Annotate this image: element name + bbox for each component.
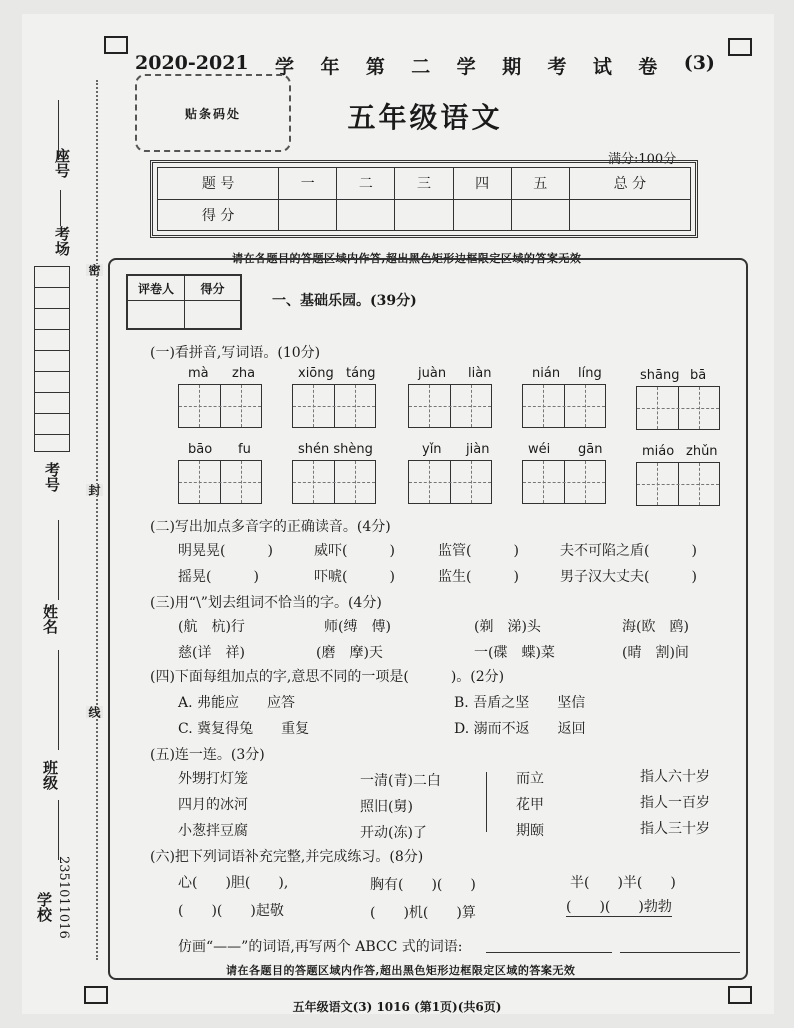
answer-line[interactable]	[486, 952, 612, 953]
q6-item[interactable]: 心( )胆( ),	[178, 875, 289, 891]
q2-item[interactable]: 吓唬( )	[314, 569, 395, 585]
q5-item[interactable]: 指人六十岁	[640, 769, 710, 785]
q5-item[interactable]: 四月的冰河	[178, 797, 248, 813]
q5-item[interactable]: 期颐	[516, 823, 544, 839]
seat-label: 座号	[53, 148, 71, 178]
q2-item[interactable]: 明晃晃( )	[178, 543, 273, 559]
score-table: 题 号 一 二 三 四 五 总 分 得 分	[150, 160, 698, 238]
character-grid[interactable]	[292, 460, 376, 504]
q6-title: (六)把下列词语补充完整,并完成练习。(8分)	[150, 849, 424, 865]
page-footer: 五年级语文(3) 1016 (第1页)(共6页)	[292, 1000, 502, 1014]
q3-item[interactable]: 师(缚 傅)	[324, 619, 391, 635]
registration-mark	[104, 36, 128, 54]
q2-item[interactable]: 威吓( )	[314, 543, 395, 559]
q5-item[interactable]: 花甲	[516, 797, 544, 813]
seal-mark: 封	[87, 484, 101, 496]
character-grid[interactable]	[292, 384, 376, 428]
school-year: 2020-2021	[135, 52, 249, 74]
grader-box: 评卷人 得分	[126, 274, 242, 330]
q5-item[interactable]: 照旧(舅)	[360, 799, 413, 815]
subject-title: 五年级语文	[347, 101, 503, 134]
q2-title: (二)写出加点多音字的正确读音。(4分)	[150, 519, 391, 535]
score-cell[interactable]	[337, 199, 395, 231]
q1-title: (一)看拼音,写词语。(10分)	[150, 345, 321, 361]
q6-instruction: 仿画“——”的词语,再写两个 ABCC 式的词语:	[178, 939, 463, 955]
character-grid[interactable]	[178, 384, 262, 428]
q5-item[interactable]: 指人三十岁	[640, 821, 710, 837]
class-label: 班级	[41, 760, 59, 790]
q2-item[interactable]: 夫不可陷之盾( )	[560, 543, 697, 559]
character-grid[interactable]	[408, 384, 492, 428]
exam-no-label: 考号	[43, 462, 61, 492]
q4-option-c[interactable]: C. 冀复得兔 重复	[178, 721, 310, 737]
q3-item[interactable]: (航 杭)行	[178, 619, 245, 635]
barcode-area: 贴条码处	[135, 74, 291, 152]
q5-item[interactable]: 指人一百岁	[640, 795, 710, 811]
q6-item[interactable]: ( )机( )算	[370, 905, 476, 921]
school-label: 学校	[35, 892, 53, 922]
q3-item[interactable]: 海(欧 鸥)	[622, 619, 689, 635]
room-label: 考场	[53, 226, 71, 256]
q5-item[interactable]: 一清(青)二白	[360, 773, 441, 789]
seal-mark: 线	[87, 706, 101, 718]
q5-item[interactable]: 外甥打灯笼	[178, 771, 248, 787]
name-label: 姓名	[41, 604, 59, 634]
q3-item[interactable]: (剃 涕)头	[474, 619, 541, 635]
q5-title: (五)连一连。(3分)	[150, 747, 265, 763]
score-cell[interactable]	[279, 199, 337, 231]
score-cell[interactable]	[569, 199, 690, 231]
q3-item[interactable]: 一(碟 蝶)菜	[474, 645, 555, 661]
registration-mark	[728, 38, 752, 56]
q6-item[interactable]: ( )( )勃勃	[566, 896, 672, 917]
answer-notice-top: 请在各题目的答题区域内作答,超出黑色矩形边框限定区域的答案无效	[232, 252, 582, 265]
q5-item[interactable]: 而立	[516, 771, 544, 787]
q3-item[interactable]: 慈(详 祥)	[178, 645, 245, 661]
character-grid[interactable]	[522, 460, 606, 504]
character-grid[interactable]	[522, 384, 606, 428]
q6-item[interactable]: 半( )半( )	[570, 875, 676, 891]
divider	[486, 772, 487, 832]
q2-item[interactable]: 监生( )	[438, 569, 519, 585]
section-title: 一、基础乐园。(39分)	[272, 293, 417, 309]
q2-item[interactable]: 监管( )	[438, 543, 519, 559]
score-cell[interactable]	[453, 199, 511, 231]
score-cell[interactable]	[511, 199, 569, 231]
q3-title: (三)用“\”划去组词不恰当的字。(4分)	[150, 595, 382, 611]
paper-code: 2351011016	[56, 856, 71, 939]
exam-title: 2020-2021 学 年 第 二 学 期 考 试 卷 (3)	[135, 52, 715, 78]
character-grid[interactable]	[636, 386, 720, 430]
answer-line[interactable]	[620, 952, 740, 953]
score-cell[interactable]	[395, 199, 453, 231]
character-grid[interactable]	[408, 460, 492, 504]
character-grid[interactable]	[636, 462, 720, 506]
full-mark: 满分:100分	[608, 152, 677, 167]
q2-item[interactable]: 摇晃( )	[178, 569, 259, 585]
q4-option-d[interactable]: D. 溺而不返 返回	[454, 721, 586, 737]
answer-notice-bottom: 请在各题目的答题区域内作答,超出黑色矩形边框限定区域的答案无效	[226, 964, 576, 977]
q2-item[interactable]: 男子汉大丈夫( )	[560, 569, 697, 585]
q6-item[interactable]: 胸有( )( )	[370, 877, 476, 893]
q4-option-b[interactable]: B. 吾盾之坚 坚信	[454, 695, 586, 711]
q3-item[interactable]: (磨 摩)天	[316, 645, 383, 661]
q3-item[interactable]: (晴 割)间	[622, 645, 689, 661]
q6-item[interactable]: ( )( )起敬	[178, 903, 284, 919]
exam-number-boxes	[34, 266, 70, 452]
q4-option-a[interactable]: A. 弗能应 应答	[178, 695, 296, 711]
seal-mark: 密	[87, 264, 101, 276]
q4-title: (四)下面每组加点的字,意思不同的一项是( )。(2分)	[150, 669, 505, 685]
character-grid[interactable]	[178, 460, 262, 504]
q5-item[interactable]: 开动(冻)了	[360, 825, 427, 841]
q5-item[interactable]: 小葱拌豆腐	[178, 823, 248, 839]
paper-number: (3)	[683, 52, 715, 74]
seal-line	[96, 80, 98, 960]
